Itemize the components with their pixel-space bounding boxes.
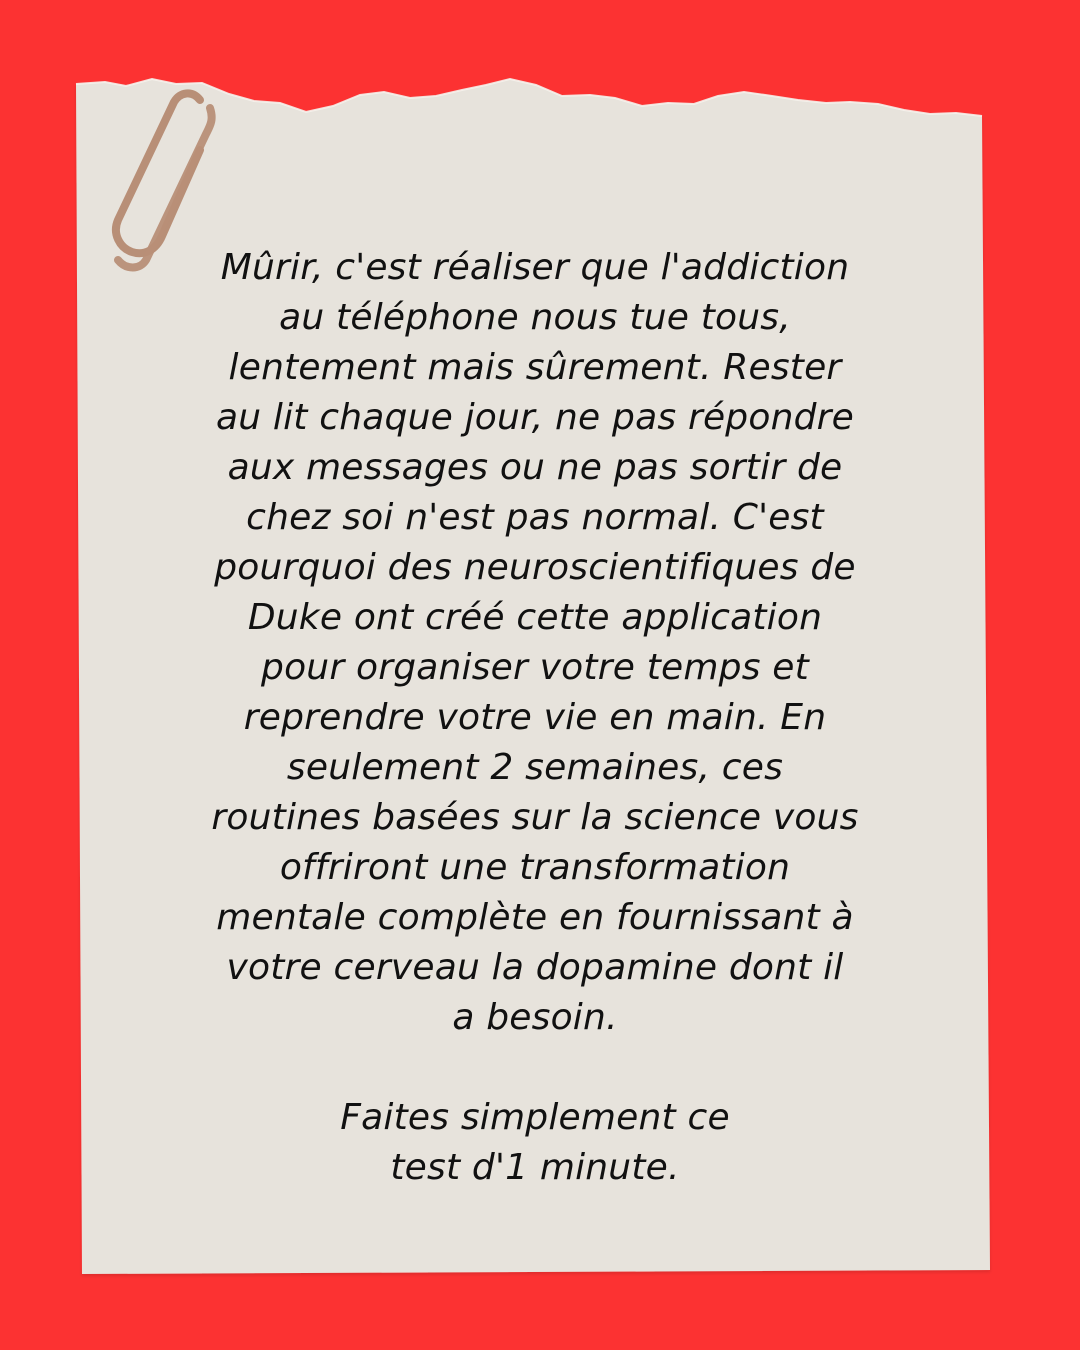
body-line-15: votre cerveau la dopamine dont il xyxy=(226,947,844,988)
body-line-1: Mûrir, c'est réaliser que l'addiction xyxy=(220,247,850,288)
cta-line-2: test d'1 minute. xyxy=(390,1147,680,1188)
body-line-5: aux messages ou ne pas sortir de xyxy=(227,447,843,488)
body-line-4: au lit chaque jour, ne pas répondre xyxy=(215,397,854,438)
body-line-3: lentement mais sûrement. Rester xyxy=(228,347,842,388)
body-line-8: Duke ont créé cette application xyxy=(247,597,823,638)
body-line-2: au téléphone nous tue tous, xyxy=(279,297,791,338)
body-line-11: seulement 2 semaines, ces xyxy=(286,747,784,788)
body-line-6: chez soi n'est pas normal. C'est xyxy=(246,497,824,538)
note-text xyxy=(145,243,925,1193)
body-line-13: offriront une transformation xyxy=(279,847,791,888)
body-line-12: routines basées sur la science vous xyxy=(211,797,859,838)
body-line-16: a besoin. xyxy=(452,997,618,1038)
body-line-7: pourquoi des neuroscientifiques de xyxy=(214,547,856,588)
cta-line-1: Faites simplement ce xyxy=(340,1097,730,1138)
body-line-9: pour organiser votre temps et xyxy=(261,647,809,688)
note-body xyxy=(145,243,925,1043)
body-line-14: mentale complète en fournissant à xyxy=(216,897,854,938)
call-to-action xyxy=(145,1093,925,1193)
body-line-10: reprendre votre vie en main. En xyxy=(243,697,827,738)
